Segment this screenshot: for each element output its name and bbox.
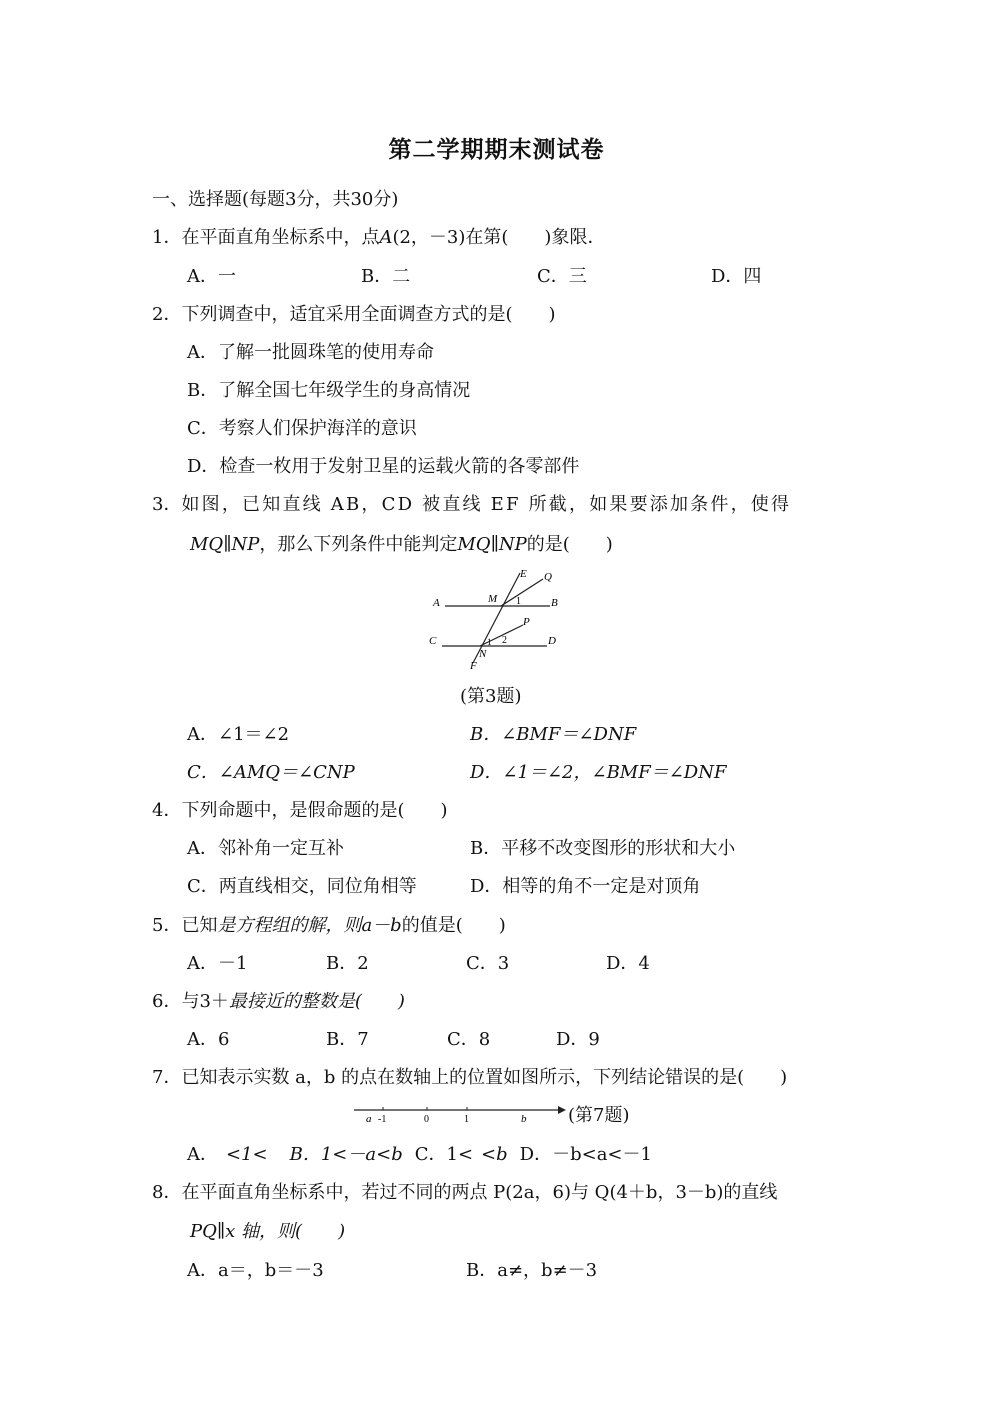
option-a[interactable]: A．了解一批圆珠笔的使用寿命 xyxy=(187,342,434,363)
option-a[interactable]: A．a＝，b＝－3 xyxy=(187,1260,324,1281)
question-number: 2． xyxy=(152,304,182,325)
point-label: A xyxy=(379,227,393,248)
ray-mq xyxy=(501,579,543,606)
option-b[interactable]: B．二 xyxy=(361,266,411,287)
option-a-text: <1< xyxy=(226,1144,268,1165)
question-number: 7． xyxy=(152,1067,182,1088)
question-text-italic: 是方程组的解，则 xyxy=(217,915,362,936)
question-text: 在平面直角坐标系中，若过不同的两点 P(2a，6)与 Q(4＋b，3－b)的直线 xyxy=(181,1182,778,1203)
question-number: 6． xyxy=(152,991,182,1012)
q3-figure xyxy=(425,565,565,675)
question-number: 3． xyxy=(152,494,182,515)
option-c[interactable]: C．考察人们保护海洋的意识 xyxy=(187,418,417,439)
option-c[interactable]: C．3 xyxy=(466,953,510,974)
option-c[interactable]: C．三 xyxy=(537,266,587,287)
label-c: C xyxy=(429,635,437,647)
question-3 xyxy=(152,490,791,520)
option-a[interactable]: A．邻补角一定互补 xyxy=(187,838,344,859)
option-b[interactable]: B．2 xyxy=(326,953,369,974)
option-d[interactable]: D．检查一枚用于发射卫星的运载火箭的各零部件 xyxy=(187,456,580,477)
axis-label-b: b xyxy=(521,1113,527,1125)
option-b[interactable]: B．a≠，b≠－3 xyxy=(466,1260,598,1281)
angle-1-bottom: 1 xyxy=(487,637,492,647)
option-b[interactable]: B．了解全国七年级学生的身高情况 xyxy=(187,380,471,401)
question-text: 与3＋ xyxy=(181,991,229,1012)
option-d[interactable]: D．相等的角不一定是对顶角 xyxy=(470,876,701,897)
question-number: 4． xyxy=(152,800,182,821)
label-e: E xyxy=(520,568,527,580)
question-text: 如图，已知直线 AB，CD 被直线 EF 所截，如果要添加条件，使得 xyxy=(181,494,792,515)
option-b[interactable]: B．1<－a<b xyxy=(289,1144,403,1165)
label-q: Q xyxy=(544,571,552,583)
label-d: D xyxy=(548,635,556,647)
option-b[interactable]: B．7 xyxy=(326,1029,369,1050)
question-text: 已知 xyxy=(181,915,218,936)
axis-arrow xyxy=(558,1106,566,1114)
question-text: 下列调查中，适宜采用全面调查方式的是( ) xyxy=(181,304,556,325)
axis-label-m1: -1 xyxy=(378,1114,387,1125)
label-p: P xyxy=(523,616,530,628)
page-title: 第二学期期末测试卷 xyxy=(388,136,605,163)
question-text: 的值是( ) xyxy=(401,915,506,936)
question-6 xyxy=(152,987,405,1017)
option-d[interactable]: D．4 xyxy=(606,953,650,974)
figure-caption: (第3题) xyxy=(460,686,522,707)
question-4 xyxy=(152,796,448,826)
option-c-text: <b xyxy=(481,1144,508,1165)
q7-options xyxy=(187,1140,652,1170)
axis-label-0: 0 xyxy=(424,1114,429,1125)
angle-2: 2 xyxy=(502,635,507,646)
option-b[interactable]: B．∠BMF＝∠DNF xyxy=(470,724,637,745)
option-a[interactable]: A．－1 xyxy=(187,953,248,974)
question-text-cont: (2，－3)在第( )象限． xyxy=(392,227,606,248)
question-text: ，那么下列条件中能判定 xyxy=(259,534,458,555)
option-c[interactable]: C．1< xyxy=(414,1144,474,1165)
question-7 xyxy=(152,1063,787,1093)
option-c[interactable]: C．两直线相交，同位角相等 xyxy=(187,876,417,897)
option-b[interactable]: B．平移不改变图形的形状和大小 xyxy=(470,838,736,859)
parallel-expr: MQ∥NP xyxy=(190,534,260,555)
question-8-line2: PQ∥x 轴，则( ) xyxy=(190,1221,346,1242)
option-d[interactable]: D．－b<a<－1 xyxy=(519,1144,652,1165)
question-2 xyxy=(152,300,556,330)
axis-label-1: 1 xyxy=(464,1114,469,1125)
option-a[interactable]: A． xyxy=(187,1144,218,1165)
section-header: 一、选择题(每题3分，共30分) xyxy=(152,189,399,210)
axis-label-a: a xyxy=(366,1113,372,1125)
question-text: 在平面直角坐标系中，点 xyxy=(181,227,380,248)
parallel-expr: MQ∥NP xyxy=(457,534,527,555)
math-expr: a－b xyxy=(361,915,402,936)
option-d[interactable]: D．四 xyxy=(711,266,762,287)
angle-1-top: 1 xyxy=(516,596,521,607)
label-b: B xyxy=(551,597,558,609)
question-3-line2 xyxy=(190,530,613,560)
question-1 xyxy=(152,223,605,253)
question-number: 8． xyxy=(152,1182,182,1203)
option-a[interactable]: A．一 xyxy=(187,266,236,287)
option-a[interactable]: A．∠1＝∠2 xyxy=(187,724,290,745)
label-f: F xyxy=(470,660,477,672)
question-text-italic: 最接近的整数是( ) xyxy=(228,991,405,1012)
option-a[interactable]: A．6 xyxy=(187,1029,230,1050)
option-d[interactable]: D．∠1＝∠2，∠BMF＝∠DNF xyxy=(470,762,727,783)
question-text: 下列命题中，是假命题的是( ) xyxy=(181,800,448,821)
question-number: 1． xyxy=(152,227,182,248)
question-text: 已知表示实数 a，b 的点在数轴上的位置如图所示，下列结论错误的是( ) xyxy=(181,1067,788,1088)
question-8 xyxy=(152,1178,777,1208)
label-a: A xyxy=(433,597,440,609)
number-line xyxy=(352,1100,570,1128)
option-c[interactable]: C．∠AMQ＝∠CNP xyxy=(187,762,355,783)
question-5 xyxy=(152,911,506,941)
question-number: 5． xyxy=(152,915,182,936)
option-d[interactable]: D．9 xyxy=(556,1029,600,1050)
figure-caption: (第7题) xyxy=(568,1105,630,1126)
option-c[interactable]: C．8 xyxy=(447,1029,491,1050)
label-m: M xyxy=(488,593,498,605)
label-n: N xyxy=(479,648,487,660)
question-text: 的是( ) xyxy=(526,534,613,555)
